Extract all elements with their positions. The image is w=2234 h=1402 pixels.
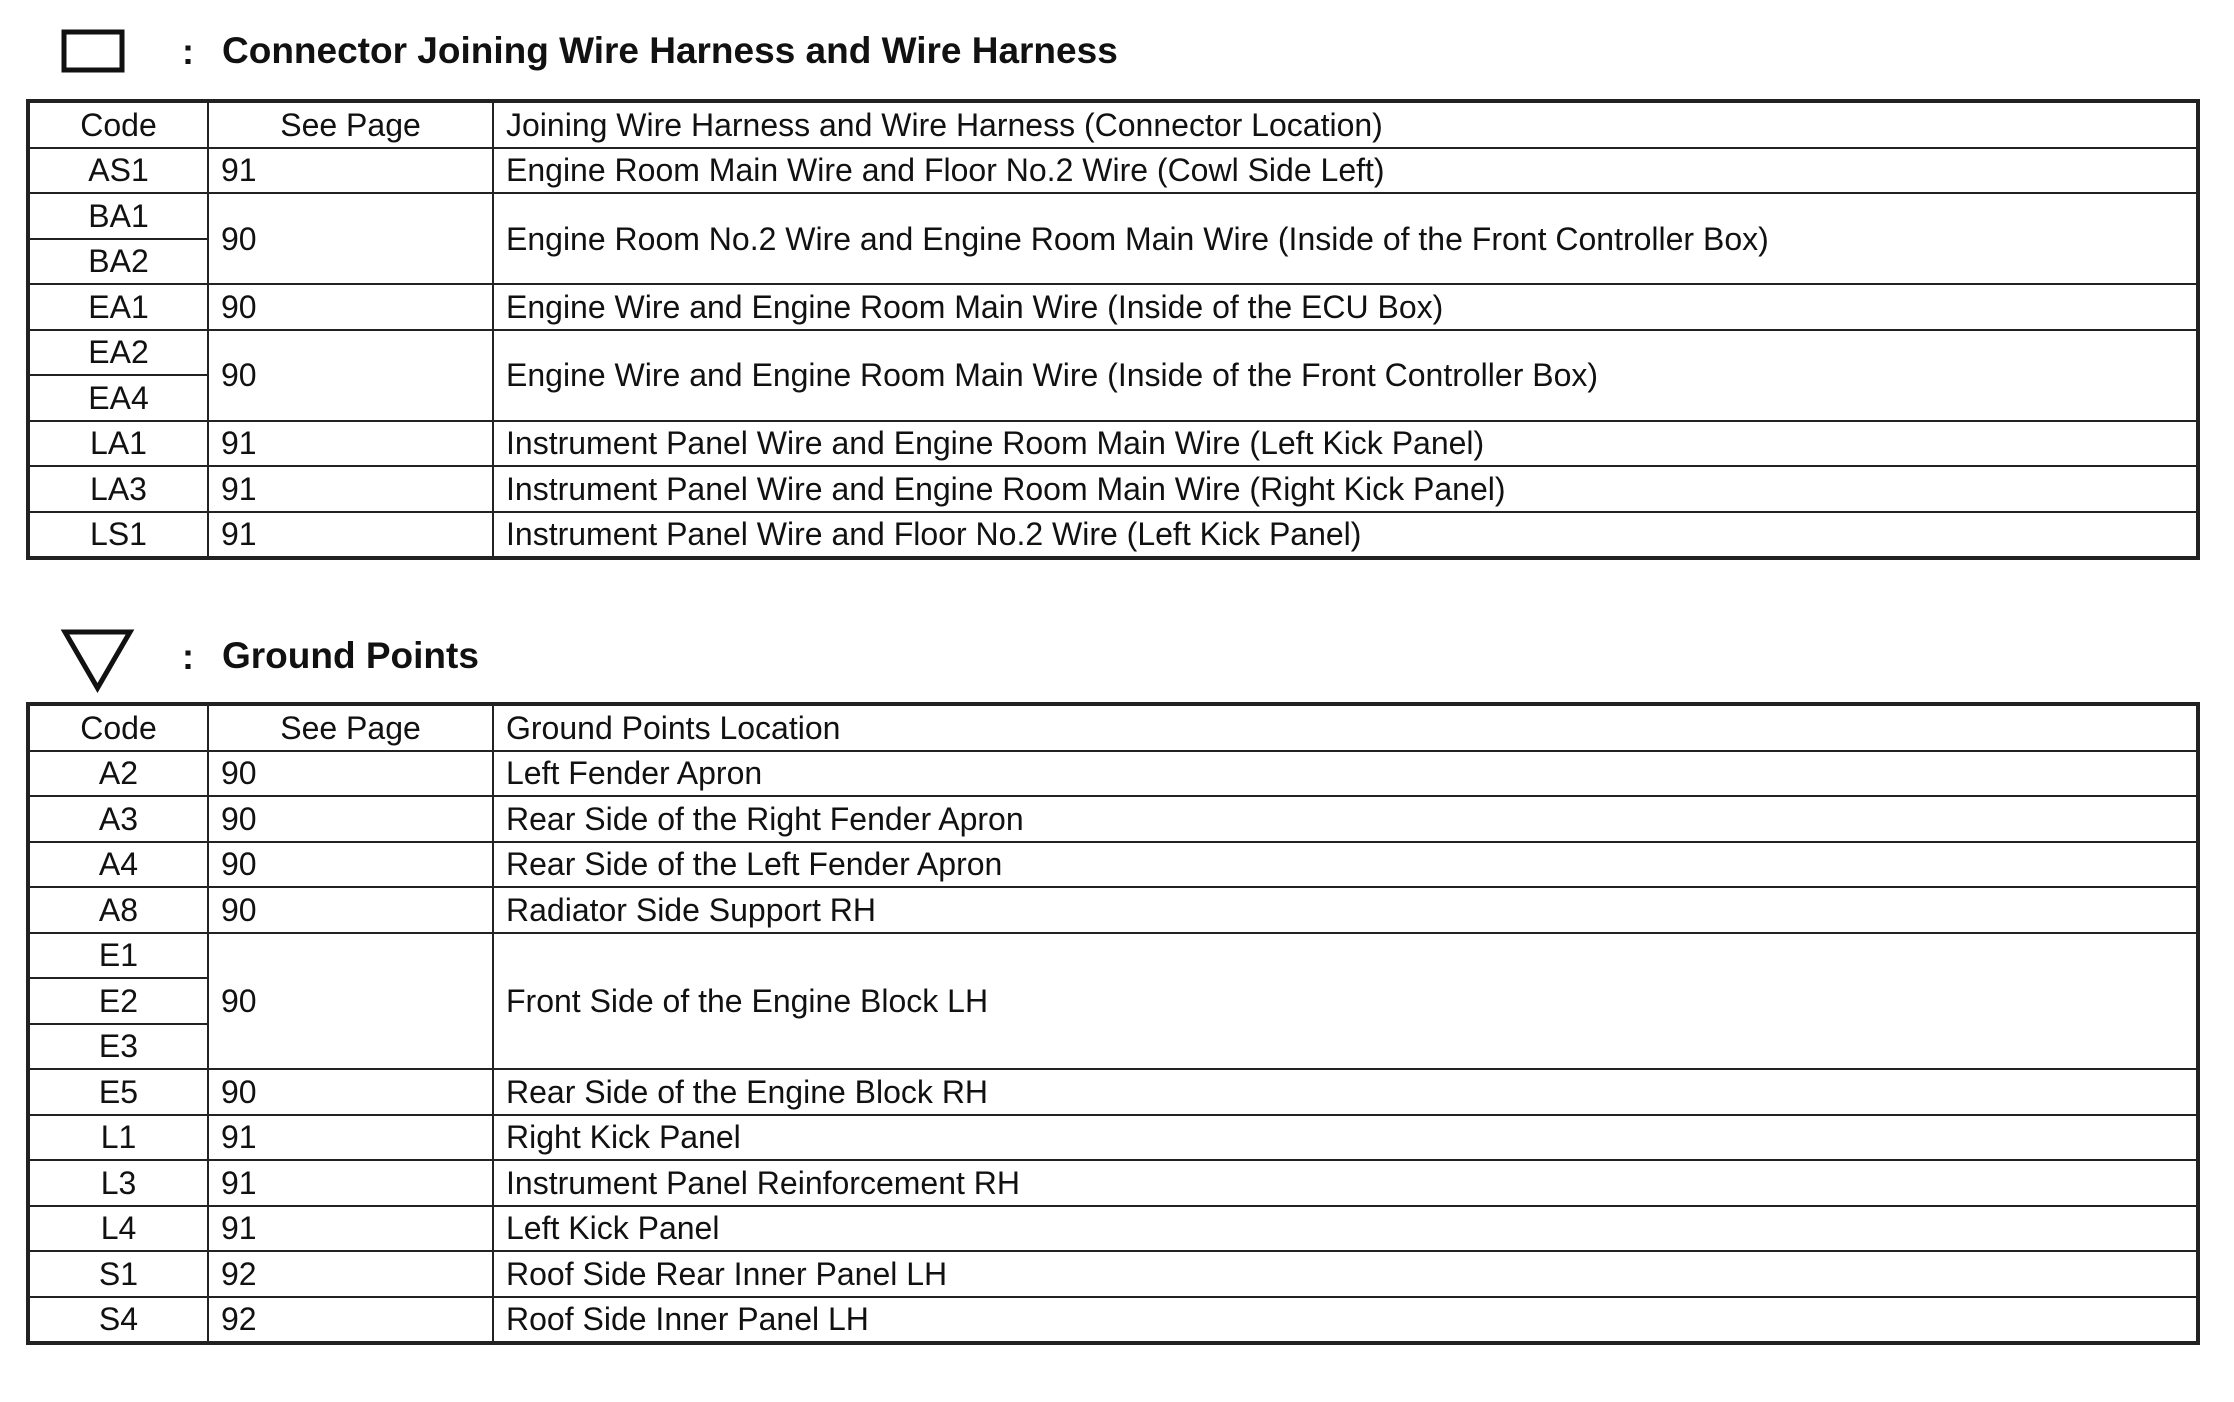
table-row (28, 1251, 2198, 1297)
location-cell: Rear Side of the Engine Block RH (493, 1069, 2198, 1115)
table-row (28, 933, 2198, 979)
location-header: Joining Wire Harness and Wire Harness (Connector Location) (493, 101, 2198, 148)
table-row (28, 193, 2198, 239)
code-cell: L4 (28, 1206, 208, 1252)
see-page-cell: 91 (208, 148, 493, 194)
code-cell: E3 (28, 1024, 208, 1070)
see-page-header: See Page (208, 704, 493, 751)
code-cell: E1 (28, 933, 208, 979)
code-header: Code (28, 704, 208, 751)
table-row (28, 466, 2198, 512)
table-row (28, 148, 2198, 194)
table-row (28, 1160, 2198, 1206)
code-cell: L3 (28, 1160, 208, 1206)
code-cell: E2 (28, 978, 208, 1024)
code-cell: BA2 (28, 239, 208, 285)
see-page-cell: 91 (208, 466, 493, 512)
see-page-cell: 91 (208, 1206, 493, 1252)
see-page-cell: 90 (208, 751, 493, 797)
location-cell: Roof Side Inner Panel LH (493, 1297, 2198, 1344)
ground-points-table (26, 702, 2200, 1345)
see-page-cell: 91 (208, 1160, 493, 1206)
see-page-cell: 91 (208, 421, 493, 467)
see-page-cell: 91 (208, 512, 493, 559)
see-page-cell: 91 (208, 1115, 493, 1161)
code-cell: L1 (28, 1115, 208, 1161)
code-header: Code (28, 101, 208, 148)
code-cell: BA1 (28, 193, 208, 239)
table-row (28, 1115, 2198, 1161)
location-cell: Rear Side of the Left Fender Apron (493, 842, 2198, 888)
location-cell: Engine Wire and Engine Room Main Wire (Inside of the ECU Box) (493, 284, 2198, 330)
location-cell: Rear Side of the Right Fender Apron (493, 796, 2198, 842)
code-cell: EA1 (28, 284, 208, 330)
table-row (28, 330, 2198, 376)
table-header-row (28, 101, 2198, 148)
code-cell: A4 (28, 842, 208, 888)
see-page-cell: 90 (208, 193, 493, 284)
table-row (28, 284, 2198, 330)
location-cell: Engine Room Main Wire and Floor No.2 Wire (Cowl Side Left) (493, 148, 2198, 194)
location-cell: Left Fender Apron (493, 751, 2198, 797)
see-page-cell: 90 (208, 933, 493, 1070)
table-row (28, 1297, 2198, 1344)
see-page-cell: 90 (208, 796, 493, 842)
see-page-cell: 90 (208, 887, 493, 933)
table-row (28, 512, 2198, 559)
location-cell: Instrument Panel Wire and Engine Room Main Wire (Right Kick Panel) (493, 466, 2198, 512)
code-cell: LS1 (28, 512, 208, 559)
code-cell: S1 (28, 1251, 208, 1297)
table-row (28, 421, 2198, 467)
table-row (28, 1206, 2198, 1252)
section-title: Connector Joining Wire Harness and Wire Harness (222, 30, 1118, 71)
location-cell: Engine Wire and Engine Room Main Wire (Inside of the Front Controller Box) (493, 330, 2198, 421)
see-page-cell: 92 (208, 1297, 493, 1344)
see-page-cell: 92 (208, 1251, 493, 1297)
table-row (28, 796, 2198, 842)
location-cell: Engine Room No.2 Wire and Engine Room Main Wire (Inside of the Front Controller Box) (493, 193, 2198, 284)
see-page-header: See Page (208, 101, 493, 148)
location-cell: Instrument Panel Reinforcement RH (493, 1160, 2198, 1206)
section-colon: : (182, 636, 194, 677)
code-cell: S4 (28, 1297, 208, 1344)
table-header-row (28, 704, 2198, 751)
location-cell: Roof Side Rear Inner Panel LH (493, 1251, 2198, 1297)
see-page-cell: 90 (208, 842, 493, 888)
table-row (28, 1069, 2198, 1115)
code-cell: LA1 (28, 421, 208, 467)
code-cell: A3 (28, 796, 208, 842)
section-title: Ground Points (222, 635, 479, 676)
location-cell: Instrument Panel Wire and Engine Room Main Wire (Left Kick Panel) (493, 421, 2198, 467)
location-cell: Right Kick Panel (493, 1115, 2198, 1161)
table-row (28, 887, 2198, 933)
code-cell: LA3 (28, 466, 208, 512)
square-icon (60, 26, 130, 76)
location-header: Ground Points Location (493, 704, 2198, 751)
table-row (28, 842, 2198, 888)
code-cell: EA2 (28, 330, 208, 376)
code-cell: A2 (28, 751, 208, 797)
section-colon: : (182, 31, 194, 72)
location-cell: Radiator Side Support RH (493, 887, 2198, 933)
code-cell: EA4 (28, 375, 208, 421)
down-triangle-icon (60, 626, 140, 696)
connector-table (26, 99, 2200, 560)
see-page-cell: 90 (208, 1069, 493, 1115)
location-cell: Front Side of the Engine Block LH (493, 933, 2198, 1070)
location-cell: Instrument Panel Wire and Floor No.2 Wire (Left Kick Panel) (493, 512, 2198, 559)
table-row (28, 751, 2198, 797)
code-cell: AS1 (28, 148, 208, 194)
see-page-cell: 90 (208, 330, 493, 421)
code-cell: E5 (28, 1069, 208, 1115)
code-cell: A8 (28, 887, 208, 933)
see-page-cell: 90 (208, 284, 493, 330)
location-cell: Left Kick Panel (493, 1206, 2198, 1252)
